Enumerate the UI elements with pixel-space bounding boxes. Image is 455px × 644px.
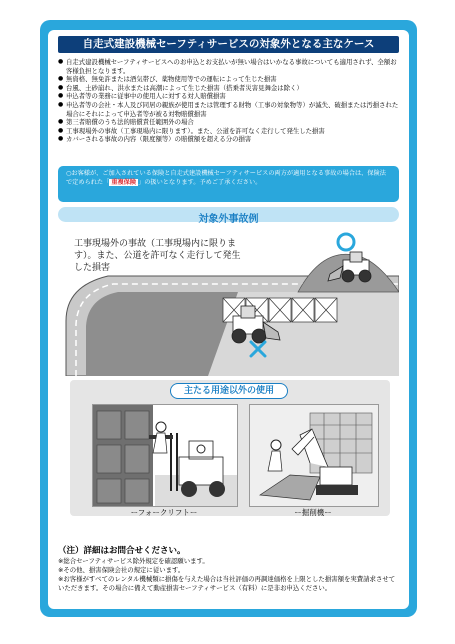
list-item-text: カバーされる事故の内容（限度額等）の賠償額を超える分の損害: [66, 135, 252, 144]
note-highlight: 重複保険: [111, 179, 137, 186]
list-item-text: 台風、土砂崩れ、洪水または高潮によって生じた損害（搭乗者災害見舞金は除く）: [66, 83, 303, 92]
details-line: ※お客様がすべてのレンタル機械類に損傷を与えた場合は当社評価の再調達価格を上限とした損害額を実費請求させていただきます。その場合に備えて動産損害セーフティサービス（有料）に是非お申込ください。: [58, 575, 396, 592]
duplicate-insurance-note: [58, 166, 399, 202]
list-item: ● 申込者等の業務に従事中の使用人に対する対人賠償損害: [58, 92, 401, 101]
page-title: 自走式建設機械セーフティサービスの対象外となる主なケース: [58, 36, 399, 53]
details-heading: （注）詳細はお問合せください。: [58, 546, 186, 556]
list-item-text: 申込者等の業務に従事中の使用人に対する対人賠償損害: [66, 92, 226, 101]
list-item: ● 台風、土砂崩れ、洪水または高潮によって生じた損害（搭乗者災害見舞金は除く）: [58, 84, 401, 93]
ok-circle-icon: [338, 234, 354, 250]
scene-caption: 工事現場外の事故（工事現場内に限ります）。また、公道を許可なく走行して発生した損害: [74, 239, 241, 273]
forklift-illustration: [92, 404, 238, 507]
section-title: 対象外事故例: [198, 214, 259, 225]
excavator-label: ー掘削機ー: [294, 508, 332, 517]
list-item-text: 無資格、無免許または酒気帯び、薬物使用等での運転によって生じた損害: [66, 75, 277, 84]
details-section: [58, 546, 401, 593]
note-text-pre: ○お客様が、ご加入されている保険と自走式建設機械セーフティサービスの両方が適用となる事故の場合は、保険法で定められた「: [66, 170, 386, 186]
list-item-text: 第三者賠償のうち法的賠償責任範囲外の場合: [66, 118, 194, 127]
list-item: ● カバーされる事故の内容（限度額等）の賠償額を超える分の損害: [58, 135, 401, 144]
sub-section-title: 主たる用途以外の使用: [170, 383, 288, 399]
section-header: [58, 207, 399, 225]
list-item-text: 工事現場外の事故（工事現場内に限ります）。また、公道を許可なく走行して発生した損害: [66, 126, 325, 135]
list-item-text: 自走式建設機械セーフティサービスへのお申込とお支払いが無い場合はいかなる事故についても適用されず、全額お客様負担となります。: [66, 58, 397, 75]
details-line: ※総合セーフティサービス除外規定を確認願います。: [58, 557, 209, 565]
list-item: ● 工事現場外の事故（工事現場内に限ります）。また、公道を許可なく走行して発生した損害: [58, 127, 401, 136]
list-item-text: 申込者等の会社・本人及び同居の親族が使用または管理する財物（工事の対象物等）が滅失、破損または汚損された場合にそれによって申込者等が被る対物賠償損害: [66, 100, 399, 118]
excavator-illustration: [249, 404, 379, 507]
exclusion-list: [58, 58, 401, 144]
list-item: ● 自走式建設機械セーフティサービスへのお申込とお支払いが無い場合はいかなる事故についても適用されず、全額お客様負担となります。: [58, 58, 401, 75]
list-item: ● 無資格、無免許または酒気帯び、薬物使用等での運転によって生じた損害: [58, 75, 401, 84]
list-item: ● 申込者等の会社・本人及び同居の親族が使用または管理する財物（工事の対象物等）が滅失、破損または汚損された場合にそれによって申込者等が被る対物賠償損害: [58, 101, 401, 118]
details-line: ※その他、損害保険会社の規定に従います。: [58, 566, 185, 574]
forklift-label: ーフォークリフトー: [130, 508, 198, 517]
note-text-post: 」の扱いとなります。予めご了承ください。: [138, 179, 262, 186]
list-item: ● 第三者賠償のうち法的賠償責任範囲外の場合: [58, 118, 401, 127]
